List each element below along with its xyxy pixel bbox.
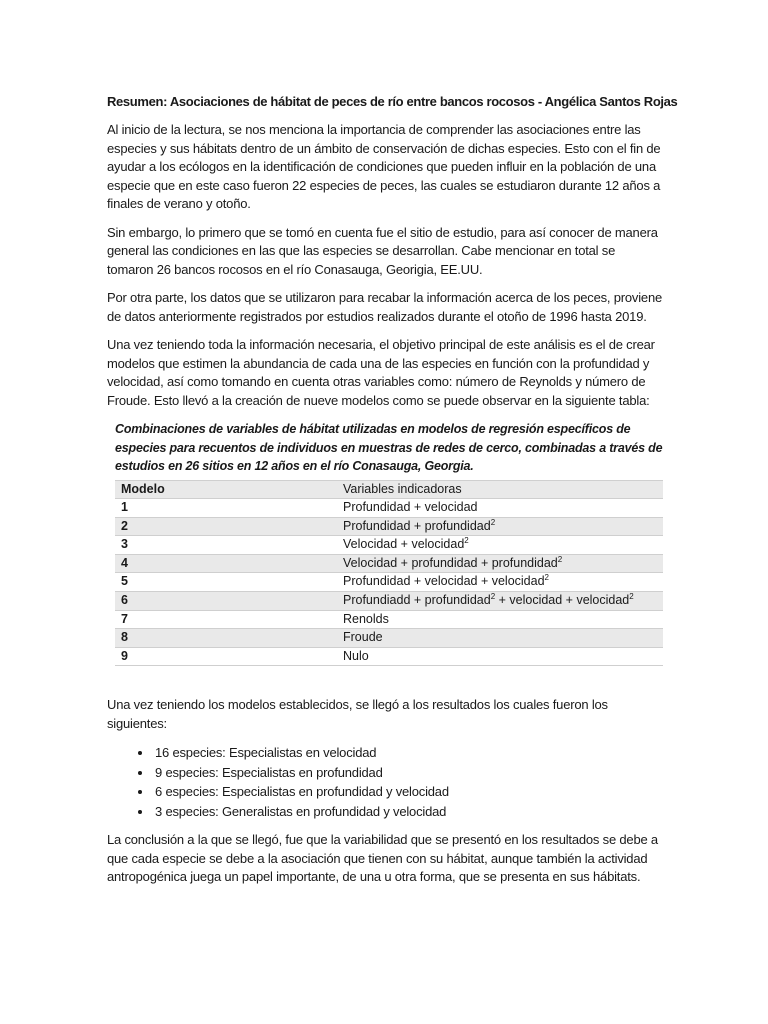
document-title: Resumen: Asociaciones de hábitat de peces de río entre bancos rocosos - Angélica Santos Rojas [107, 94, 678, 109]
model-variables: Froude [337, 629, 663, 648]
table-header-row [115, 480, 663, 499]
models-table [115, 480, 663, 667]
list-item: • 16 especies: Especialistas en velocidad [153, 743, 663, 763]
list-item: • 9 especies: Especialistas en profundidad [153, 763, 663, 783]
paragraph-results-intro: Una vez teniendo los modelos establecidos, se llegó a los resultados los cuales fueron los siguientes: [107, 697, 608, 731]
model-number: 7 [115, 610, 337, 629]
paragraph-conclusion: La conclusión a la que se llegó, fue que la variabilidad que se presentó en los resultados se debe a que cada especie se debe a la asociación que tienen con su hábitat, aunque también la actividad antropogénica juega un papel importante, de una u otra forma, que se presenta en sus hábitats. [107, 832, 658, 885]
model-variables: Velocidad + profundidad + profundidad$^2$ [337, 554, 663, 573]
table-row [115, 610, 663, 629]
list-item: • 6 especies: Especialistas en profundidad y velocidad [153, 782, 663, 802]
table-row [115, 554, 663, 573]
table-row [115, 592, 663, 611]
header-variables: Variables indicadoras [337, 480, 663, 499]
paragraph-objective: Una vez teniendo toda la información necesaria, el objetivo principal de este análisis es el de crear modelos que estimen la abundancia de cada una de las especies en función con la profundidad y velocidad, así como tomando en cuenta otras variables como: número de Reynolds y número de Froude. Esto llevó a la creación de nueve modelos como se puede observar en la siguiente tabla: [107, 337, 655, 408]
table-row [115, 517, 663, 536]
spacer [107, 666, 663, 696]
document-content [107, 92, 678, 897]
header-model: Modelo [115, 480, 337, 499]
model-number: 4 [115, 554, 337, 573]
results-list [107, 743, 663, 821]
table-row [115, 629, 663, 648]
model-number: 9 [115, 647, 337, 666]
model-variables: Renolds [337, 610, 663, 629]
model-number: 2 [115, 517, 337, 536]
model-number: 8 [115, 629, 337, 648]
table-row [115, 573, 663, 592]
table-row [115, 536, 663, 555]
table-row [115, 647, 663, 666]
model-number: 6 [115, 592, 337, 611]
model-number: 5 [115, 573, 337, 592]
list-item: • 3 especies: Generalistas en profundidad y velocidad [153, 802, 663, 822]
model-variables: Profundidad + velocidad + velocidad$^2$ [337, 573, 663, 592]
model-variables: Nulo [337, 647, 663, 666]
table-caption: Combinaciones de variables de hábitat utilizadas en modelos de regresión específicos de especies para recuentos de individuos en muestras de redes de cerco, combinadas a través de estudios en 26 sitios en 12 años en el río Conasauga, Georgia. [115, 422, 663, 473]
model-variables: Velocidad + velocidad$^2$ [337, 536, 663, 555]
model-number: 1 [115, 499, 337, 518]
model-variables: Profundiadd + profundidad$^2$ + velocidad + velocidad$^2$ [337, 592, 663, 611]
paragraph-intro: Al inicio de la lectura, se nos menciona la importancia de comprender las asociaciones entre las especies y sus hábitats dentro de un ámbito de conservación de dichas especies. Esto con el fin de ayudar a los ecólogos en la identificación de condiciones que pueden influir en la población de una especie que en este caso fueron 22 especies de peces, las cuales se estudiaron durante 12 años a finales de verano y otoño. [107, 122, 661, 211]
model-number: 3 [115, 536, 337, 555]
paragraph-study-site: Sin embargo, lo primero que se tomó en cuenta fue el sitio de estudio, para así conocer de manera general las condiciones en las que las especies se desarrollan. Cabe mencionar en total se tomaron 26 bancos rocosos en el río Conasauga, Georigia, EE.UU. [107, 224, 658, 277]
model-variables: Profundidad + profundidad$^2$ [337, 517, 663, 536]
model-variables: Profundidad + velocidad [337, 499, 663, 518]
paragraph-data-source: Por otra parte, los datos que se utilizaron para recabar la información acerca de los peces, proviene de datos anteriormente registrados por estudios realizados durante el otoño de 1996 hasta 2019. [107, 290, 663, 324]
table-row [115, 499, 663, 518]
